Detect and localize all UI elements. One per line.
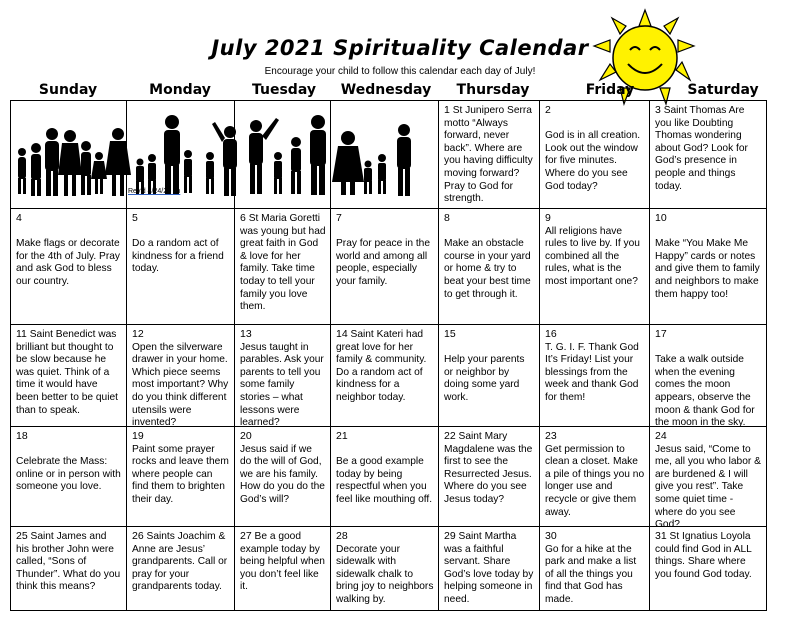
day-number: 7 bbox=[336, 212, 342, 224]
day-number: 14 bbox=[336, 328, 348, 340]
calendar-day-cell bbox=[650, 101, 767, 209]
calendar-day-cell bbox=[439, 427, 540, 527]
day-activity-text: Saint James and his brother John were called, “Sons of Thunder”. What do you think this means? bbox=[16, 531, 121, 593]
calendar-day-cell bbox=[540, 209, 650, 325]
day-number: 25 bbox=[16, 530, 28, 542]
day-activity-text: St Maria Goretti was young but had great faith in God & love for her family. Take time today to tell your family you love them. bbox=[240, 213, 326, 313]
weekday-friday: Friday bbox=[585, 82, 635, 98]
calendar-day-cell bbox=[235, 427, 331, 527]
day-activity-text: Make “You Make Me Happy” cards or notes and give them to family and neighbors to make them happy too! bbox=[655, 238, 760, 300]
calendar-day-cell bbox=[650, 209, 767, 325]
day-number: 2 bbox=[545, 104, 551, 116]
calendar-day-cell bbox=[235, 325, 331, 427]
day-number: 5 bbox=[132, 212, 138, 224]
weekday-thursday: Thursday bbox=[456, 82, 530, 98]
calendar-week-row bbox=[11, 209, 767, 325]
day-number: 29 bbox=[444, 530, 456, 542]
day-activity-text: Take a walk outside when the evening comes the moon appears, observe the moon & thank God for the moon in the sky. bbox=[655, 354, 755, 429]
day-number: 17 bbox=[655, 328, 667, 340]
day-activity-text: Be a good example today by being respectful when you feel like mouthing off. bbox=[336, 456, 433, 505]
day-activity-text: Paint some prayer rocks and leave them where people can find them to brighten their day. bbox=[132, 443, 229, 505]
calendar-day-cell bbox=[540, 101, 650, 209]
day-number: 19 bbox=[132, 430, 144, 442]
day-activity-text: Help your parents or neighbor by doing some yard work. bbox=[444, 354, 525, 403]
calendar-day-cell bbox=[540, 527, 650, 611]
day-number: 26 bbox=[132, 530, 144, 542]
day-number: 16 bbox=[545, 328, 557, 340]
day-activity-text: Get permission to clean a closet. Make a pile of things you no longer use and recycle or give them away. bbox=[545, 443, 645, 518]
day-activity-text: Decorate your sidewalk with sidewalk chalk to bring joy to neighbors walking by. bbox=[336, 543, 434, 605]
calendar-week-row bbox=[11, 527, 767, 611]
day-activity-text: Jesus taught in parables. Ask your parents to tell you some family stories – what lessons were learned? bbox=[240, 341, 324, 429]
day-activity-text: Do a random act of kindness for a friend today. bbox=[132, 238, 224, 275]
day-number: 24 bbox=[655, 430, 667, 442]
weekday-wednesday: Wednesday bbox=[340, 82, 432, 98]
calendar-day-cell bbox=[127, 527, 235, 611]
calendar-day-cell bbox=[439, 209, 540, 325]
day-activity-text: God is in all creation. Look out the window for five minutes. Where do you see God today? bbox=[545, 130, 641, 192]
day-number: 31 bbox=[655, 530, 667, 542]
calendar-day-cell bbox=[11, 209, 127, 325]
family-silhouette-icon bbox=[12, 112, 436, 200]
day-activity-text: All religions have rules to live by. If you combined all the rules, what is the most important one? bbox=[545, 225, 640, 287]
page-title: July 2021 Spirituality Calendar bbox=[211, 36, 589, 60]
calendar-day-cell bbox=[331, 527, 439, 611]
day-number: 18 bbox=[16, 430, 28, 442]
day-number: 27 bbox=[240, 530, 252, 542]
calendar-week-row bbox=[11, 427, 767, 527]
calendar-day-cell bbox=[439, 325, 540, 427]
day-activity-text: Go for a hike at the park and make a list of all the things you find that God has made. bbox=[545, 543, 637, 605]
day-activity-text: Open the silverware drawer in your home. Which piece seems most important? Why do you think different utensils were invented? bbox=[132, 341, 229, 429]
day-number: 8 bbox=[444, 212, 450, 224]
day-number: 3 bbox=[655, 104, 661, 116]
day-activity-text: St Ignatius Loyola could find God in ALL things. Share where you found God today. bbox=[655, 531, 752, 580]
day-activity-text: Be a good example today by being helpful when you don’t feel like it. bbox=[240, 531, 325, 593]
day-activity-text: Make flags or decorate for the 4th of July. Pray and ask God to bless our country. bbox=[16, 238, 120, 287]
day-activity-text: Pray for peace in the world and among all people, especially your family. bbox=[336, 238, 431, 287]
day-activity-text: Saints Joachim & Anne are Jesus’ grandparents. Call or pray for your grandparents today. bbox=[132, 531, 228, 593]
day-number: 15 bbox=[444, 328, 456, 340]
day-activity-text: St Junipero Serra motto “Always forward, never back”. Where are you having difficulty moving forward? Pray to God for strength. bbox=[444, 105, 533, 205]
calendar-day-cell bbox=[439, 101, 540, 209]
day-number: 6 bbox=[240, 212, 246, 224]
day-activity-text: Saint Martha was a faithful servant. Share God’s love today by helping someone in need. bbox=[444, 531, 534, 605]
calendar-day-cell bbox=[650, 325, 767, 427]
calendar-day-cell bbox=[540, 427, 650, 527]
day-number: 22 bbox=[444, 430, 456, 442]
revision-note: Rev'd 4/24/21 lm bbox=[128, 188, 181, 195]
calendar-day-cell bbox=[127, 325, 235, 427]
calendar-day-cell bbox=[439, 527, 540, 611]
weekday-saturday: Saturday bbox=[687, 82, 759, 98]
day-activity-text: Saint Benedict was brilliant but thought to be slow because he was quiet. Think of a time it would have been better to be quiet than to speak. bbox=[16, 329, 118, 416]
calendar-day-cell bbox=[127, 209, 235, 325]
calendar-day-cell bbox=[331, 325, 439, 427]
calendar-day-cell bbox=[540, 325, 650, 427]
day-number: 11 bbox=[16, 328, 27, 340]
calendar-day-cell bbox=[331, 209, 439, 325]
weekday-monday: Monday bbox=[149, 82, 211, 98]
day-number: 10 bbox=[655, 212, 667, 224]
day-activity-text: Saint Mary Magdalene was the first to see the Resurrected Jesus. Where do you see Jesus today? bbox=[444, 431, 533, 505]
calendar-day-cell bbox=[127, 427, 235, 527]
day-number: 21 bbox=[336, 430, 348, 442]
day-activity-text: Saint Thomas Are you like Doubting Thomas wondering about God? Look for God’s presence in people and things today. bbox=[655, 105, 748, 192]
calendar-day-cell bbox=[650, 427, 767, 531]
day-activity-text: Saint Kateri had great love for her family & community. Do a random act of kindness for a neighbor today. bbox=[336, 329, 427, 403]
day-activity-text: T. G. I. F. Thank God It’s Friday! List your blessings from the week and thank God for them! bbox=[545, 341, 639, 403]
calendar-day-cell bbox=[11, 527, 127, 611]
day-activity-text: Celebrate the Mass: online or in person with someone you love. bbox=[16, 456, 121, 493]
day-number: 13 bbox=[240, 328, 252, 340]
day-activity-text: Make an obstacle course in your yard or home & try to beat your best time to get through it. bbox=[444, 238, 531, 300]
calendar-day-cell bbox=[11, 427, 127, 527]
weekday-tuesday: Tuesday bbox=[252, 82, 316, 98]
day-number: 9 bbox=[545, 212, 551, 224]
calendar-week-row bbox=[11, 325, 767, 427]
calendar-day-cell bbox=[331, 427, 439, 527]
day-number: 12 bbox=[132, 328, 144, 340]
day-number: 30 bbox=[545, 530, 557, 542]
day-activity-text: Jesus said, “Come to me, all you who labor & are burdened & I will give you rest”. Take some quiet time - where do you see God? bbox=[655, 443, 761, 531]
calendar-day-cell bbox=[11, 325, 127, 427]
calendar-day-cell bbox=[650, 527, 767, 611]
day-number: 4 bbox=[16, 212, 22, 224]
page-subtitle: Encourage your child to follow this calendar each day of July! bbox=[264, 66, 536, 77]
calendar-day-cell bbox=[235, 209, 331, 325]
day-number: 23 bbox=[545, 430, 557, 442]
day-number: 20 bbox=[240, 430, 252, 442]
day-number: 1 bbox=[444, 104, 450, 116]
day-activity-text: Jesus said if we do the will of God, we are his family. How do you do the God’s will? bbox=[240, 443, 325, 505]
weekday-sunday: Sunday bbox=[38, 82, 98, 98]
calendar-day-cell bbox=[235, 527, 331, 611]
day-number: 28 bbox=[336, 530, 348, 542]
